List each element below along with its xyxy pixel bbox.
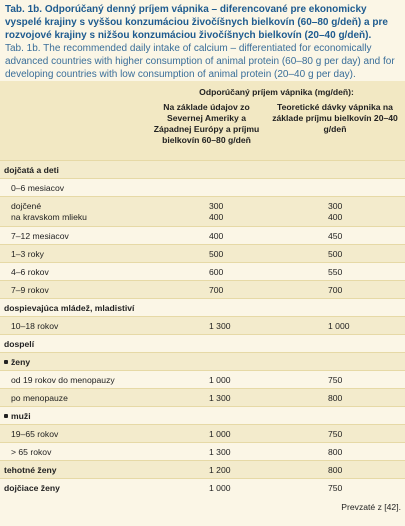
row-label: 7–12 mesiacov <box>0 227 148 245</box>
table-row <box>0 299 405 317</box>
value-theoretical <box>265 299 405 317</box>
value-theoretical <box>265 161 405 179</box>
value-na <box>148 335 265 353</box>
table-row <box>0 227 405 245</box>
value-na <box>148 353 265 371</box>
value-theoretical: 450 <box>265 227 405 245</box>
value-theoretical: 750 <box>265 425 405 443</box>
row-label: dospievajúca mládež, mladistiví <box>0 299 148 317</box>
table-row <box>0 317 405 335</box>
table-row <box>0 461 405 479</box>
table-row <box>0 335 405 353</box>
table-row <box>0 245 405 263</box>
row-label: 4–6 rokov <box>0 263 148 281</box>
row-label <box>0 197 148 227</box>
table-row <box>0 425 405 443</box>
value-theoretical <box>265 179 405 197</box>
value-theoretical: 800 <box>265 443 405 461</box>
value-theoretical <box>265 407 405 425</box>
value-line: 300 <box>328 200 343 211</box>
bullet-icon <box>4 360 8 364</box>
source-note: Prevzaté z [42]. <box>341 502 401 512</box>
value-na: 500 <box>148 245 265 263</box>
bullet-icon <box>4 414 8 418</box>
value-na <box>148 179 265 197</box>
header-group: Odporúčaný príjem vápnika (mg/deň): <box>199 87 354 97</box>
value-na: 1 300 <box>148 389 265 407</box>
row-label: 0–6 mesiacov <box>0 179 148 197</box>
calcium-intake-table <box>0 81 405 496</box>
value-na <box>148 161 265 179</box>
row-label: dojčatá a deti <box>0 161 148 179</box>
row-label <box>0 353 148 371</box>
value-theoretical: 800 <box>265 461 405 479</box>
value-theoretical: 750 <box>265 371 405 389</box>
value-na: 400 <box>148 227 265 245</box>
row-label: po menopauze <box>0 389 148 407</box>
value-na: 600 <box>148 263 265 281</box>
row-label: 19–65 rokov <box>0 425 148 443</box>
header-col-theoretical: Teoretické dávky vápnika na základe príjmu bielkovín 20–40 g/deň <box>272 102 398 134</box>
row-label: > 65 rokov <box>0 443 148 461</box>
value-line: 400 <box>209 211 224 222</box>
value-theoretical: 750 <box>265 479 405 497</box>
value-na: 1 300 <box>148 317 265 335</box>
table-row <box>0 371 405 389</box>
row-label-line: na kravskom mlieku <box>11 211 87 222</box>
table-row <box>0 353 405 371</box>
value-na: 1 200 <box>148 461 265 479</box>
row-label: 7–9 rokov <box>0 281 148 299</box>
row-label: od 19 rokov do menopauzy <box>0 371 148 389</box>
row-label-text: ženy <box>11 356 31 367</box>
table-row <box>0 197 405 227</box>
value-theoretical: 800 <box>265 389 405 407</box>
row-label: dojčiace ženy <box>0 479 148 497</box>
value-na <box>148 299 265 317</box>
value-na: 700 <box>148 281 265 299</box>
header-col-north-america: Na základe údajov zo Severnej Ameriky a Západnej Európy a príjmu bielkovín 60–80 g/deň <box>153 102 260 145</box>
value-line: 400 <box>328 211 343 222</box>
row-label: dospelí <box>0 335 148 353</box>
row-label <box>0 407 148 425</box>
value-na: 1 000 <box>148 425 265 443</box>
value-na: 1 000 <box>148 479 265 497</box>
value-line: 300 <box>209 200 224 211</box>
row-label: 10–18 rokov <box>0 317 148 335</box>
table-row <box>0 263 405 281</box>
value-na <box>148 197 265 227</box>
caption-english: Tab. 1b. The recommended daily intake of calcium – differentiated for economically advanced countries with higher consumption of animal protein (60–80 g per day) and for developing countries with low consumption of animal protein (20–40 g per day). <box>5 43 395 80</box>
value-theoretical <box>265 353 405 371</box>
value-theoretical <box>265 197 405 227</box>
value-theoretical: 1 000 <box>265 317 405 335</box>
value-na <box>148 407 265 425</box>
table-row <box>0 407 405 425</box>
table-caption <box>0 0 405 81</box>
row-label: tehotné ženy <box>0 461 148 479</box>
row-label-line: dojčené <box>11 200 42 211</box>
table-row <box>0 479 405 497</box>
value-na: 1 000 <box>148 371 265 389</box>
value-theoretical: 550 <box>265 263 405 281</box>
value-theoretical <box>265 335 405 353</box>
table-row <box>0 161 405 179</box>
table-row <box>0 389 405 407</box>
value-theoretical: 700 <box>265 281 405 299</box>
row-label-text: muži <box>11 410 31 421</box>
table-row <box>0 281 405 299</box>
value-na: 1 300 <box>148 443 265 461</box>
value-theoretical: 500 <box>265 245 405 263</box>
caption-slovak: Tab. 1b. Odporúčaný denný príjem vápnika – diferencované pre ekonomicky vyspelé krajiny s vyššou konzumáciou živočíšnych bielkovín (60–80 g/deň) a pre rozvojové krajiny s nižšou konzumáciou živočíšnych bielkovín (20–40 g/deň). <box>5 4 388 41</box>
table-row <box>0 179 405 197</box>
table-row <box>0 443 405 461</box>
row-label: 1–3 roky <box>0 245 148 263</box>
